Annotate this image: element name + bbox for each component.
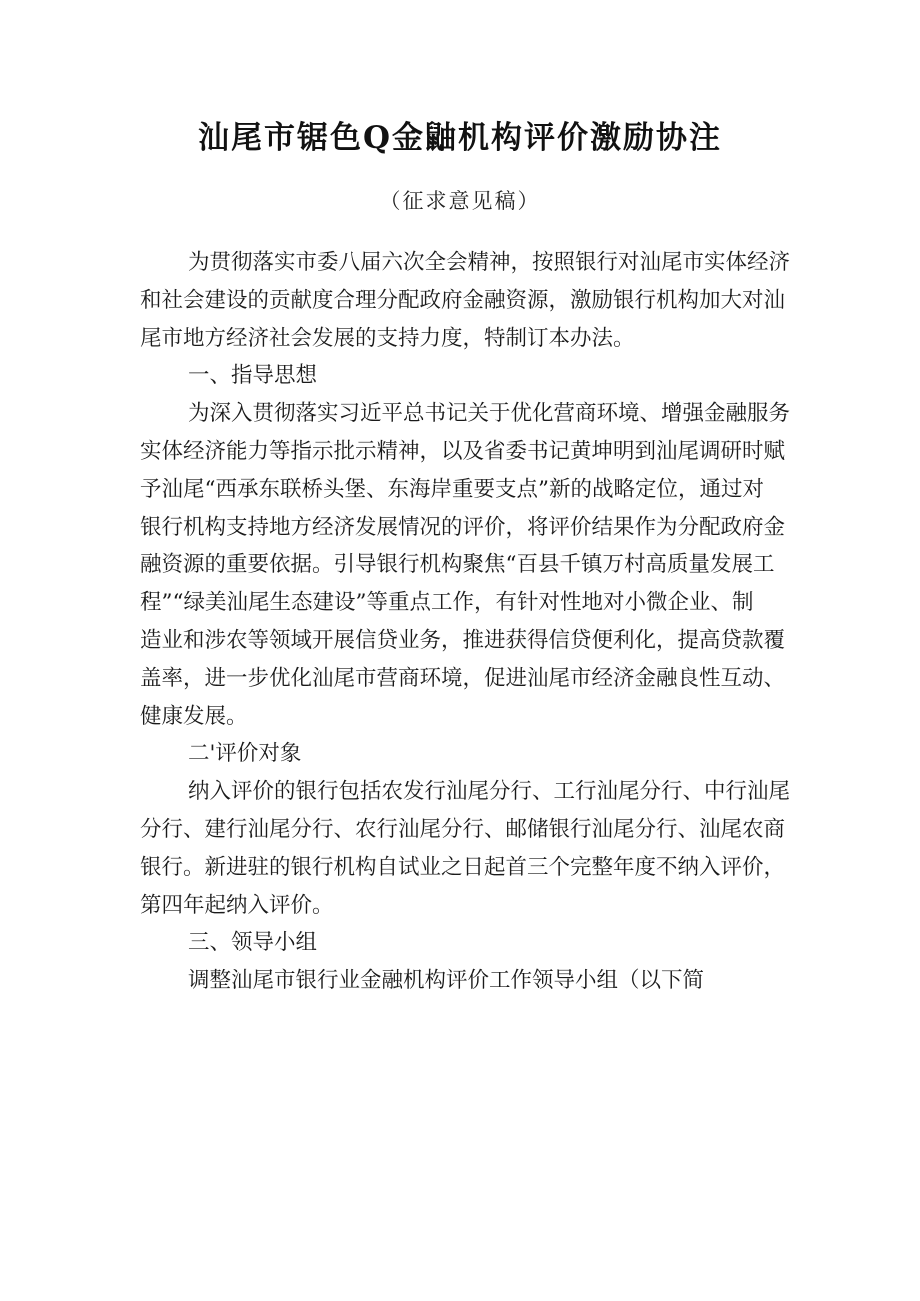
paragraph-line: 实体经济能力等指示批示精神，以及省委书记黄坤明到汕尾调研时赋 <box>140 438 786 464</box>
section-heading: 一、指导思想 <box>188 363 318 389</box>
paragraph-line: 程”“绿美汕尾生态建设”等重点工作，有针对性地对小微企业、制 <box>140 590 754 616</box>
paragraph-line: 为贯彻落实市委八届六次全会精神，按照银行对汕尾市实体经济 <box>188 250 790 275</box>
document-body <box>140 244 790 1000</box>
paragraph-line: 予汕尾“西承东联桥头堡、东海岸重要支点”新的战略定位，通过对 <box>140 476 764 502</box>
paragraph-line: 纳入评价的银行包括农发行汕尾分行、工行汕尾分行、中行汕尾 <box>188 779 790 805</box>
paragraph-line: 第四年起纳入评价。 <box>140 892 334 918</box>
paragraph-line: 健康发展。 <box>140 703 248 729</box>
document-subtitle: （征求意见稿） <box>379 189 541 213</box>
paragraph-line: 分行、建行汕尾分行、农行汕尾分行、邮储银行汕尾分行、汕尾农商 <box>140 816 786 842</box>
section-heading: 三、领导小组 <box>188 930 318 956</box>
paragraph-line: 造业和涉农等领域开展信贷业务，推进获得信贷便利化，提高贷款覆 <box>140 627 786 653</box>
paragraph-line: 银行。新进驻的银行机构自试业之日起首三个完整年度不纳入评价， <box>140 854 786 880</box>
document-title: 汕尾市锯色Q金鼬机构评价激励协注 <box>197 120 722 156</box>
paragraph-line: 融资源的重要依据。引导银行机构聚焦“百县千镇万村高质量发展工 <box>140 552 775 578</box>
section-heading: 二'评价对象 <box>188 741 302 767</box>
paragraph-line: 为深入贯彻落实习近平总书记关于优化营商环境、增强金融服务 <box>188 401 790 427</box>
paragraph-line: 尾市地方经济社会发展的支持力度，特制订本办法。 <box>140 325 635 351</box>
paragraph-line: 银行机构支持地方经济发展情况的评价，将评价结果作为分配政府金 <box>140 514 786 540</box>
paragraph-line: 盖率，进一步优化汕尾市营商环境，促进汕尾市经济金融良性互动、 <box>140 665 786 691</box>
paragraph-line: 调整汕尾市银行业金融机构评价工作领导小组（以下简 <box>188 968 705 994</box>
paragraph-line: 和社会建设的贡献度合理分配政府金融资源，激励银行机构加大对汕 <box>140 287 786 313</box>
